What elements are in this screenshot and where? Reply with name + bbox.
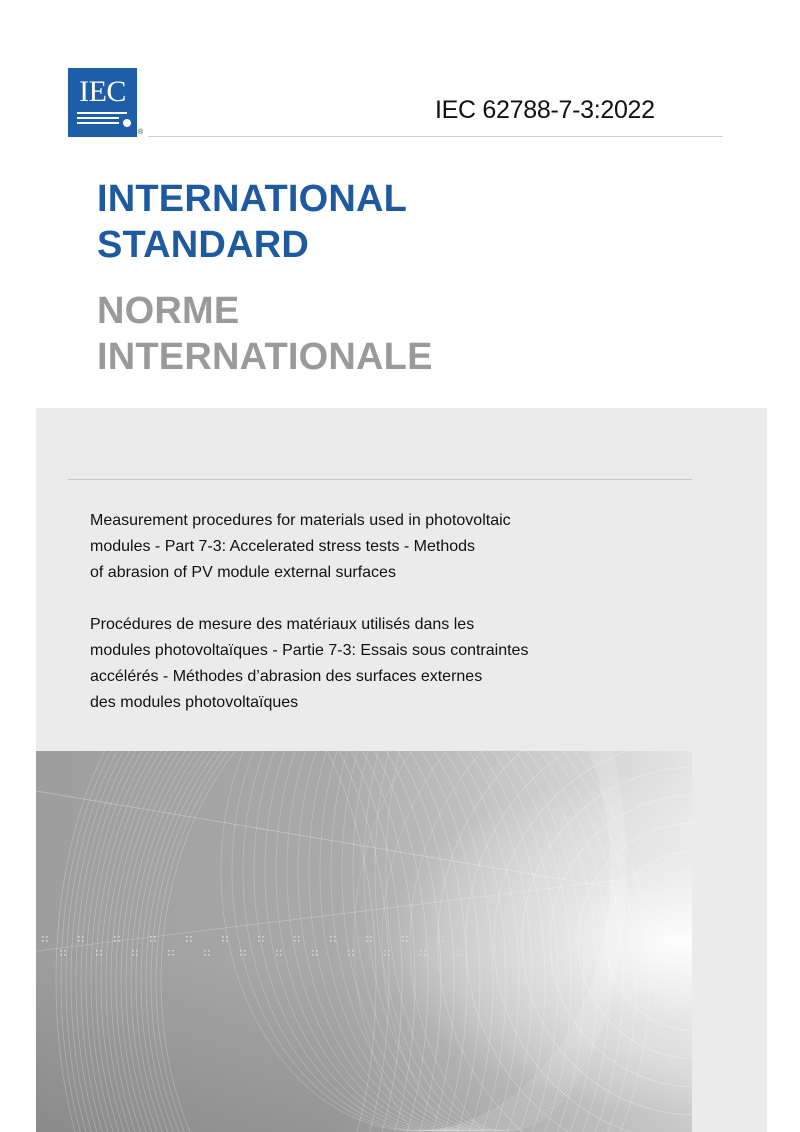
header-divider (148, 136, 723, 137)
artwork-dot (204, 954, 206, 956)
artwork-dot (438, 936, 440, 938)
artwork-dot (172, 954, 174, 956)
artwork-dot (186, 936, 188, 938)
description-english (90, 508, 511, 586)
artwork-dot (186, 940, 188, 942)
artwork-dot (258, 940, 260, 942)
artwork-dot (420, 950, 422, 952)
artwork-dot (352, 950, 354, 952)
artwork-dot (154, 940, 156, 942)
artwork-dot (478, 936, 480, 938)
artwork-dot (60, 954, 62, 956)
artwork-dot (262, 936, 264, 938)
artwork-dot (60, 950, 62, 952)
description-french (90, 612, 528, 716)
iec-logo-text: IEC (79, 75, 126, 108)
artwork-dot (64, 954, 66, 956)
artwork-dot (474, 936, 476, 938)
artwork-dot (420, 954, 422, 956)
description-en-line: Measurement procedures for materials used in photovoltaic (90, 512, 511, 529)
logo-stripe (77, 122, 119, 124)
artwork-dot (442, 936, 444, 938)
artwork-dot (190, 936, 192, 938)
artwork-dot (280, 950, 282, 952)
artwork-dot (298, 936, 300, 938)
artwork-dot (388, 950, 390, 952)
artwork-dot (478, 940, 480, 942)
artwork-dot (442, 940, 444, 942)
artwork-dot (96, 954, 98, 956)
artwork-dot (352, 954, 354, 956)
title-fr-line: NORME (97, 290, 240, 332)
artwork-dot (334, 936, 336, 938)
artwork-dot (294, 936, 296, 938)
panel-divider (68, 479, 692, 480)
artwork-dot (244, 954, 246, 956)
artwork-dot (136, 954, 138, 956)
title-english (97, 176, 407, 268)
artwork-dot (370, 936, 372, 938)
artwork-dot (298, 940, 300, 942)
registered-mark: ® (138, 129, 144, 136)
artwork-dot (150, 940, 152, 942)
artwork-dot (136, 950, 138, 952)
description-fr-line: modules photovoltaïques - Partie 7-3: Essais sous contraintes (90, 642, 529, 659)
artwork-dot (438, 940, 440, 942)
logo-dot (123, 119, 131, 127)
cover-artwork (36, 751, 692, 1132)
artwork-dot (42, 936, 44, 938)
artwork-dot (118, 936, 120, 938)
title-en-line: STANDARD (97, 224, 309, 266)
artwork-dot (114, 936, 116, 938)
artwork-dot (42, 940, 44, 942)
artwork-dot (424, 954, 426, 956)
artwork-dot (406, 940, 408, 942)
artwork-dot (204, 950, 206, 952)
artwork-dot (348, 950, 350, 952)
artwork-dot (78, 936, 80, 938)
title-en-line: INTERNATIONAL (97, 178, 408, 220)
artwork-dot (366, 940, 368, 942)
logo-stripe (77, 112, 127, 114)
artwork-dot (370, 940, 372, 942)
description-fr-line: Procédures de mesure des matériaux utilisés dans les (90, 616, 475, 633)
artwork-glow (36, 751, 692, 1132)
description-fr-line: accélérés - Méthodes d’abrasion des surfaces externes (90, 668, 483, 685)
artwork-dot (280, 954, 282, 956)
artwork-dot (226, 940, 228, 942)
artwork-dot (172, 950, 174, 952)
description-en-line: modules - Part 7-3: Accelerated stress tests - Methods (90, 538, 476, 555)
artwork-dot (96, 950, 98, 952)
artwork-dot (312, 954, 314, 956)
artwork-dot (100, 950, 102, 952)
artwork-dot (168, 950, 170, 952)
artwork-dot (82, 936, 84, 938)
artwork-dot (388, 954, 390, 956)
artwork-dot (168, 954, 170, 956)
artwork-dot (460, 954, 462, 956)
iec-logo (68, 68, 137, 137)
title-fr-line: INTERNATIONALE (97, 336, 433, 378)
logo-stripe (77, 117, 119, 119)
artwork-dot (316, 954, 318, 956)
artwork-dot (424, 950, 426, 952)
artwork-dot (456, 954, 458, 956)
artwork-dot (330, 940, 332, 942)
artwork-dot (348, 954, 350, 956)
description-en-line: of abrasion of PV module external surfaces (90, 564, 396, 581)
artwork-dot (276, 954, 278, 956)
artwork-dot (334, 940, 336, 942)
artwork-dot (384, 950, 386, 952)
document-number: IEC 62788-7-3:2022 (435, 96, 655, 124)
artwork-dot (46, 936, 48, 938)
artwork-dot (294, 940, 296, 942)
artwork-dot (474, 940, 476, 942)
artwork-dot (100, 954, 102, 956)
artwork-dot (46, 940, 48, 942)
artwork-dot (132, 950, 134, 952)
description-fr-line: des modules photovoltaïques (90, 694, 299, 711)
artwork-dot (456, 950, 458, 952)
artwork-dot (226, 936, 228, 938)
artwork-dot (402, 936, 404, 938)
artwork-dot (64, 950, 66, 952)
artwork-dot (208, 950, 210, 952)
artwork-dot (460, 950, 462, 952)
artwork-dot (312, 950, 314, 952)
artwork-dot (402, 940, 404, 942)
artwork-dot (78, 940, 80, 942)
artwork-dot (384, 954, 386, 956)
artwork-dot (276, 950, 278, 952)
artwork-dot (222, 940, 224, 942)
artwork-dot (330, 936, 332, 938)
artwork-dot (258, 936, 260, 938)
artwork-dot (132, 954, 134, 956)
artwork-dot (240, 950, 242, 952)
artwork-dot (240, 954, 242, 956)
artwork-dot (316, 950, 318, 952)
artwork-dot (244, 950, 246, 952)
artwork-dot (208, 954, 210, 956)
artwork-dot (262, 940, 264, 942)
artwork-dot (82, 940, 84, 942)
title-french (97, 288, 433, 380)
artwork-dot (190, 940, 192, 942)
artwork-dot (222, 936, 224, 938)
artwork-dot (406, 936, 408, 938)
artwork-dot (366, 936, 368, 938)
